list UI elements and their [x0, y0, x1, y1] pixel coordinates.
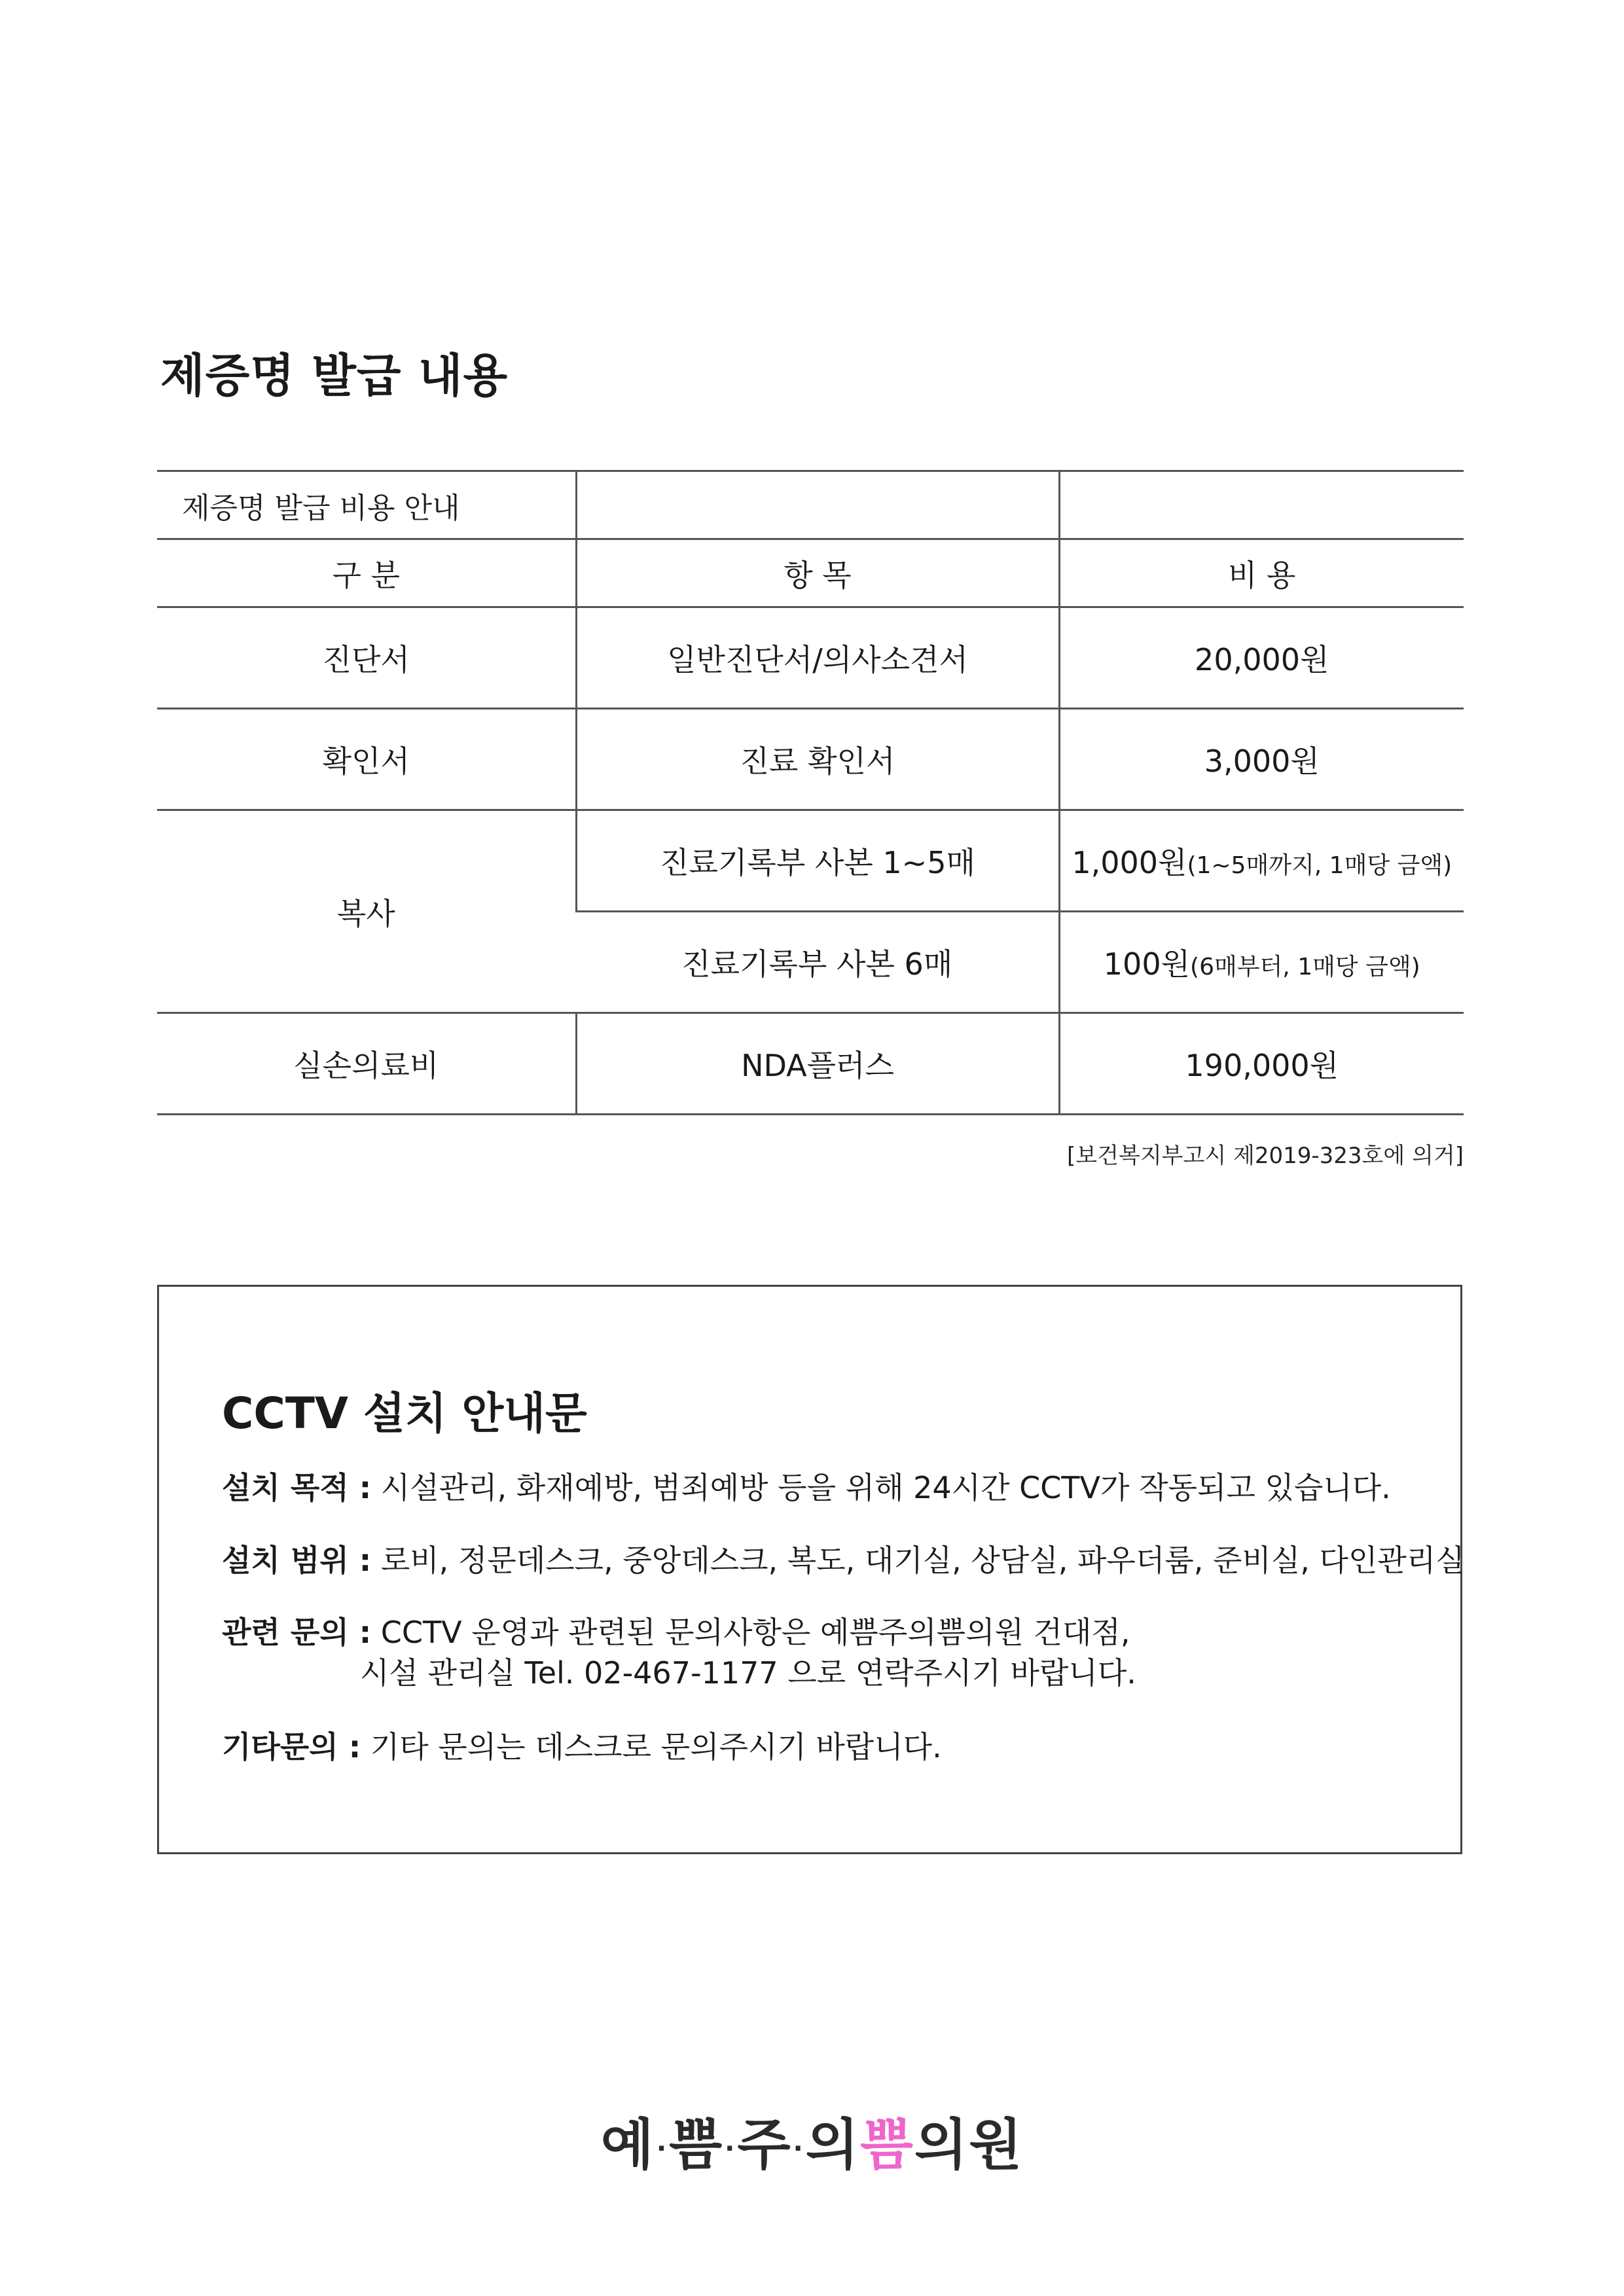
cctv-other-text: 기타 문의는 데스크로 문의주시기 바랍니다.: [370, 1729, 942, 1765]
row-item: 진료 확인서: [576, 709, 1059, 810]
cctv-purpose-label: 설치 목적 :: [222, 1470, 372, 1505]
row-category: 확인서: [157, 709, 576, 810]
row-cost: [1059, 1013, 1464, 1115]
cctv-purpose-text: 시설관리, 화재예방, 범죄예방 등을 위해 24시간 CCTV가 작동되고 있습니다.: [380, 1470, 1391, 1505]
table-row: [157, 810, 1464, 912]
cctv-purpose: [222, 1467, 1391, 1508]
row-cost: [1059, 810, 1464, 912]
table-row: [157, 1013, 1464, 1115]
row-item: 진료기록부 사본 1~5매: [576, 810, 1059, 912]
cctv-contact-line1: CCTV 운영과 관련된 문의사항은 예쁨주의쁨의원 건대점,: [380, 1615, 1130, 1650]
table-row: [157, 607, 1464, 709]
row-item: NDA플러스: [576, 1013, 1059, 1115]
row-category: 실손의료비: [157, 1013, 576, 1115]
cctv-other: [222, 1727, 942, 1767]
cctv-scope: [222, 1540, 1465, 1581]
logo-part: 주: [737, 2113, 792, 2177]
cctv-scope-text: 로비, 정문데스크, 중앙데스크, 복도, 대기실, 상담실, 파우더룸, 준비실, 다인관리실: [380, 1543, 1465, 1578]
row-cost: [1059, 709, 1464, 810]
column-header-cost: 비 용: [1059, 539, 1464, 607]
logo-dot: ·: [793, 2134, 804, 2164]
cost-value: 20,000원: [1195, 642, 1329, 677]
source-note: [보건복지부고시 제2019-323호에 의거]: [1067, 1143, 1464, 1169]
table-header-row: [157, 539, 1464, 607]
row-cost: [1059, 912, 1464, 1013]
table-caption-row: [157, 471, 1464, 539]
cctv-contact-label: 관련 문의 :: [222, 1615, 372, 1650]
cost-value: 1,000원: [1072, 845, 1187, 880]
logo-part: 예: [600, 2113, 655, 2177]
cctv-notice-box: [157, 1285, 1465, 1854]
logo-dot: ·: [656, 2134, 668, 2164]
row-cost: [1059, 607, 1464, 709]
row-category: 진단서: [157, 607, 576, 709]
column-header-item: 항 목: [576, 539, 1059, 607]
table-row: [157, 709, 1464, 810]
logo-part: 쁨: [669, 2113, 724, 2177]
table-cell-empty: [1059, 471, 1464, 539]
row-category: 복사: [157, 810, 576, 1013]
cctv-contact: [222, 1612, 1136, 1693]
fee-table: [157, 470, 1464, 1115]
clinic-logo: [0, 2101, 1624, 2180]
cost-value: 190,000원: [1185, 1048, 1339, 1083]
cost-value: 100원: [1103, 946, 1191, 982]
column-header-category: 구 분: [157, 539, 576, 607]
logo-dot: ·: [725, 2134, 736, 2164]
cost-note: (6매부터, 1매당 금액): [1190, 954, 1420, 980]
cost-note: (1~5매까지, 1매당 금액): [1187, 852, 1453, 879]
cctv-title: CCTV 설치 안내문: [222, 1388, 587, 1439]
logo-part: 의: [805, 2113, 860, 2177]
cctv-contact-line2: 시설 관리실 Tel. 02-467-1177 으로 연락주시기 바랍니다.: [360, 1655, 1136, 1691]
page-title: 제증명 발급 내용: [160, 349, 509, 403]
row-item: 진료기록부 사본 6매: [576, 912, 1059, 1013]
table-caption: 제증명 발급 비용 안내: [157, 471, 576, 539]
cctv-other-label: 기타문의 :: [222, 1729, 361, 1765]
row-item: 일반진단서/의사소견서: [576, 607, 1059, 709]
table-cell-empty: [576, 471, 1059, 539]
cost-value: 3,000원: [1204, 744, 1320, 779]
logo-accent: 쁨: [859, 2113, 915, 2177]
logo-part: 의원: [914, 2113, 1024, 2177]
cctv-scope-label: 설치 범위 :: [222, 1543, 372, 1578]
